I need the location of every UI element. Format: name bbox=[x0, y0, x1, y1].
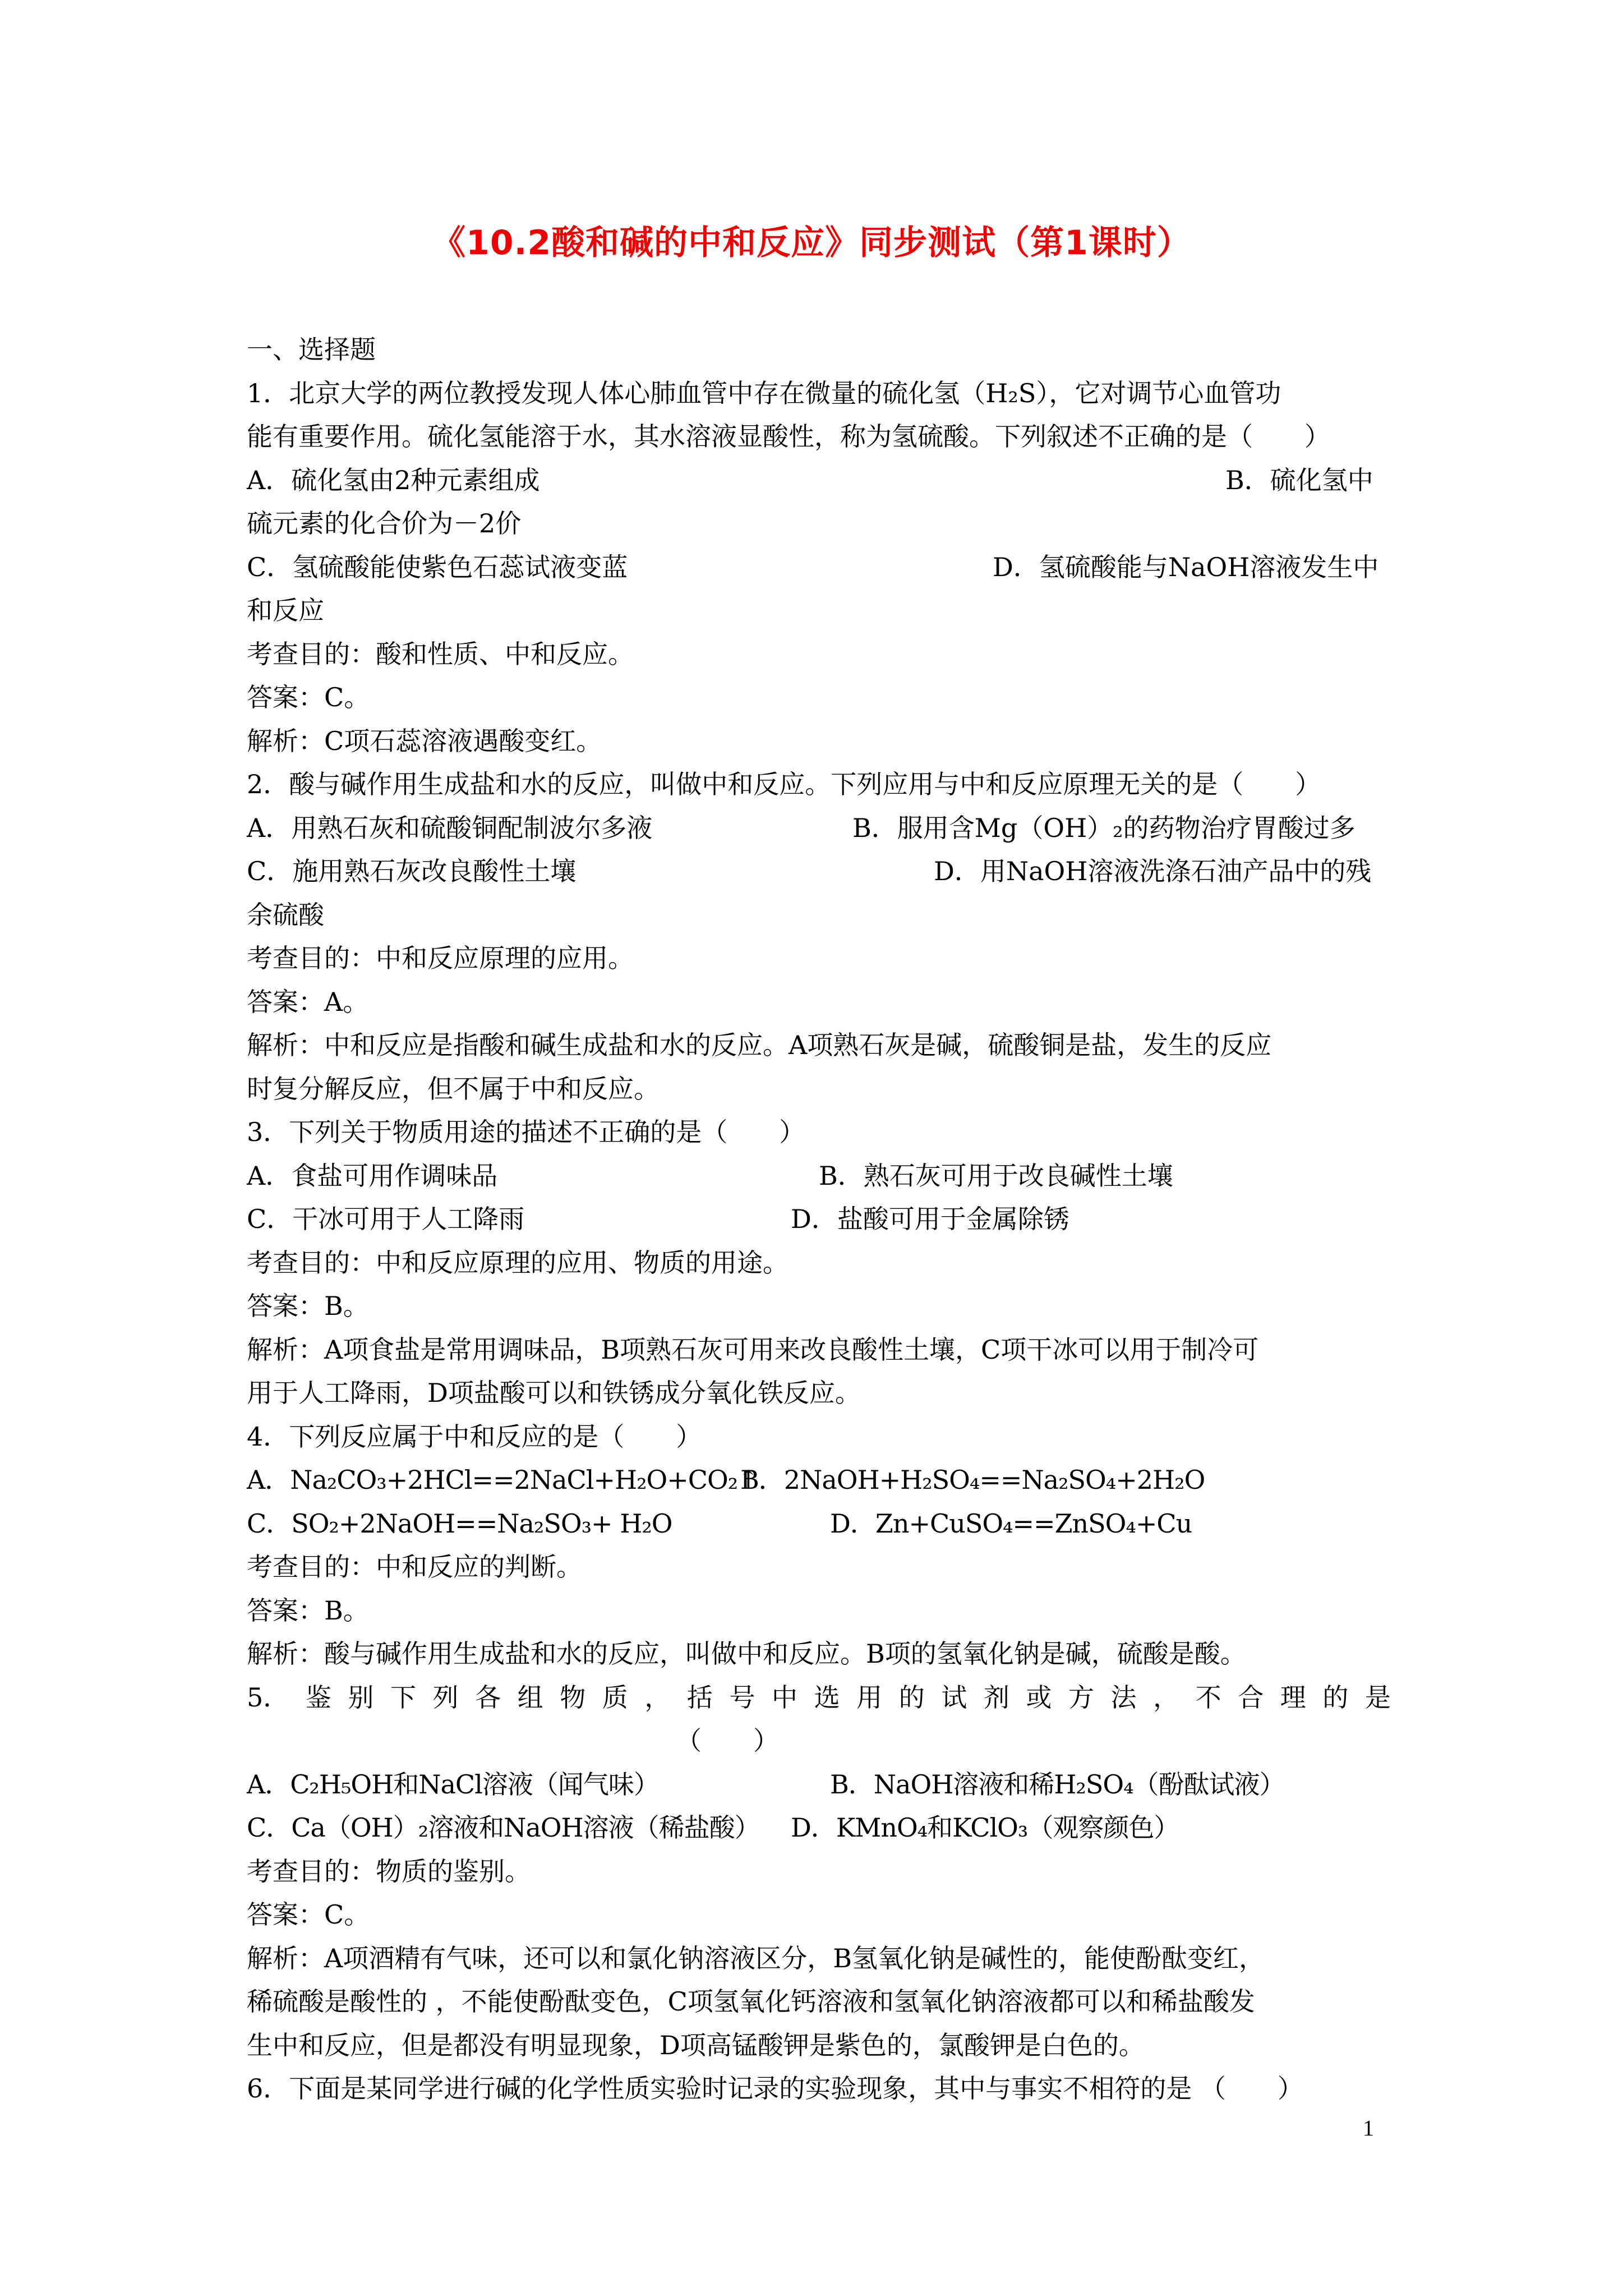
q5-stem-char: 号 bbox=[729, 1682, 755, 1713]
q2-option-d: D．用NaOH溶液洗涤石油产品中的残 bbox=[934, 856, 1372, 886]
q2-answer: 答案：A。 bbox=[247, 986, 369, 1017]
q1-option-d-cont: 和反应 bbox=[247, 595, 324, 625]
q5-stem-char: 的 bbox=[898, 1682, 925, 1713]
section-heading: 一、选择题 bbox=[247, 334, 376, 365]
q3-analysis-line1: 解析：A项食盐是常用调味品，B项熟石灰可用来改良酸性土壤，C项干冰可以用于制冷可 bbox=[247, 1334, 1259, 1365]
q5-analysis-line3: 生中和反应，但是都没有明显现象，D项高锰酸钾是紫色的，氯酸钾是白色的。 bbox=[247, 2030, 1145, 2060]
q5-stem-char: 剂 bbox=[983, 1682, 1009, 1713]
q5-stem-char: 不 bbox=[1195, 1682, 1221, 1713]
q5-stem-char: 列 bbox=[432, 1682, 459, 1713]
q1-answer: 答案：C。 bbox=[247, 682, 370, 712]
q3-option-b: B．熟石灰可用于改良碱性土壤 bbox=[819, 1160, 1173, 1191]
q2-stem: 2．酸与碱作用生成盐和水的反应，叫做中和反应。下列应用与中和反应原理无关的是（ ） bbox=[247, 769, 1321, 799]
q4-options-ab bbox=[247, 1458, 1391, 1502]
q5-stem-char: 或 bbox=[1026, 1682, 1052, 1713]
q4-analysis: 解析：酸与碱作用生成盐和水的反应，叫做中和反应。B项的氢氧化钠是碱，硫酸是酸。 bbox=[247, 1639, 1246, 1669]
q4-stem: 4．下列反应属于中和反应的是（ ） bbox=[247, 1421, 702, 1452]
q1-options-cd bbox=[247, 546, 1391, 590]
q5-stem-char: 合 bbox=[1238, 1682, 1264, 1713]
q1-stem-line2: 能有重要作用。硫化氢能溶于水，其水溶液显酸性，称为氢硫酸。下列叙述不正确的是（ ） bbox=[247, 421, 1330, 452]
page-title: 《10.2酸和碱的中和反应》同步测试（第1课时） bbox=[432, 223, 1191, 263]
q5-answer-paren: （ ） bbox=[676, 1726, 779, 1756]
q5-stem-char: 是 bbox=[1364, 1682, 1391, 1713]
q5-stem-char: 别 bbox=[348, 1682, 374, 1713]
q3-purpose: 考查目的：中和反应原理的应用、物质的用途。 bbox=[247, 1247, 789, 1278]
q5-option-d: D．KMnO₄和KClO₃（观察颜色） bbox=[791, 1812, 1179, 1843]
q3-option-c: C．干冰可用于人工降雨 bbox=[247, 1204, 525, 1234]
q5-stem-char: 括 bbox=[686, 1682, 713, 1713]
q5-stem-char: 下 bbox=[390, 1682, 416, 1713]
q5-stem-char: 物 bbox=[560, 1682, 586, 1713]
q5-options-ab bbox=[247, 1763, 1391, 1807]
question-body bbox=[247, 328, 1391, 2111]
q1-option-b: B．硫化氢中 bbox=[1225, 464, 1373, 495]
q2-purpose: 考查目的：中和反应原理的应用。 bbox=[247, 943, 634, 973]
q5-option-b: B．NaOH溶液和稀H₂SO₄（酚酞试液） bbox=[830, 1769, 1285, 1800]
q3-analysis-line2: 用于人工降雨，D项盐酸可以和铁锈成分氧化铁反应。 bbox=[247, 1378, 861, 1408]
q2-analysis-line2: 时复分解反应，但不属于中和反应。 bbox=[247, 1073, 660, 1104]
q2-option-d-cont: 余硫酸 bbox=[247, 899, 324, 930]
q5-stem-char: 法 bbox=[1110, 1682, 1137, 1713]
q5-stem-char: 试 bbox=[941, 1682, 967, 1713]
q3-answer: 答案：B。 bbox=[247, 1291, 369, 1321]
q4-option-b: B．2NaOH+H₂SO₄==Na₂SO₄+2H₂O bbox=[740, 1465, 1205, 1495]
q3-options-ab bbox=[247, 1154, 1391, 1198]
q5-analysis-line2: 稀硫酸是酸性的 ，不能使酚酞变色，C项氢氧化钙溶液和氢氧化钠溶液都可以和稀盐酸发 bbox=[247, 1986, 1255, 2017]
q5-stem-char: 方 bbox=[1068, 1682, 1094, 1713]
q4-option-a: A．Na₂CO₃+2HCl==2NaCl+H₂O+CO₂↑ bbox=[247, 1465, 759, 1495]
q5-option-a: A．C₂H₅OH和NaCl溶液（闻气味） bbox=[247, 1769, 659, 1800]
q5-stem-char: 用 bbox=[856, 1682, 883, 1713]
q2-analysis-line1: 解析：中和反应是指酸和碱生成盐和水的反应。A项熟石灰是碱，硫酸铜是盐，发生的反应 bbox=[247, 1030, 1272, 1060]
q3-stem: 3．下列关于物质用途的描述不正确的是（ ） bbox=[247, 1117, 805, 1147]
q5-stem-char: 的 bbox=[1322, 1682, 1349, 1713]
q5-stem-char: 5． bbox=[247, 1682, 289, 1713]
q5-option-c: C．Ca（OH）₂溶液和NaOH溶液（稀盐酸） bbox=[247, 1812, 760, 1843]
q5-stem-char: 各 bbox=[475, 1682, 501, 1713]
q4-purpose: 考查目的：中和反应的判断。 bbox=[247, 1552, 582, 1582]
q5-stem-char: ， bbox=[1153, 1682, 1179, 1713]
q5-stem-char: ， bbox=[644, 1682, 671, 1713]
q5-stem bbox=[247, 1676, 1391, 1720]
q3-option-d: D．盐酸可用于金属除锈 bbox=[791, 1204, 1069, 1234]
q4-option-c: C．SO₂+2NaOH==Na₂SO₃+ H₂O bbox=[247, 1508, 672, 1539]
q4-option-d: D．Zn+CuSO₄==ZnSO₄+Cu bbox=[830, 1508, 1192, 1539]
q4-options-cd bbox=[247, 1502, 1391, 1546]
q1-option-b-cont: 硫元素的化合价为－2价 bbox=[247, 508, 522, 539]
q1-option-d: D．氢硫酸能与NaOH溶液发生中 bbox=[993, 551, 1379, 582]
q3-option-a: A．食盐可用作调味品 bbox=[247, 1160, 498, 1191]
q1-options-ab bbox=[247, 459, 1391, 503]
q2-options-ab bbox=[247, 807, 1391, 850]
q4-answer: 答案：B。 bbox=[247, 1595, 369, 1626]
q5-stem-char: 鉴 bbox=[305, 1682, 331, 1713]
q2-option-b: B．服用含Mg（OH）₂的药物治疗胃酸过多 bbox=[852, 812, 1355, 843]
q5-stem-char: 质 bbox=[602, 1682, 628, 1713]
q5-stem-char: 中 bbox=[772, 1682, 798, 1713]
q5-stem-char: 理 bbox=[1280, 1682, 1306, 1713]
q1-option-a: A．硫化氢由2种元素组成 bbox=[247, 464, 540, 495]
q5-analysis-line1: 解析：A项酒精有气味，还可以和氯化钠溶液区分，B氢氧化钠是碱性的，能使酚酞变红， bbox=[247, 1943, 1265, 1973]
q2-option-c: C．施用熟石灰改良酸性土壤 bbox=[247, 856, 577, 886]
q1-analysis: 解析：C项石蕊溶液遇酸变红。 bbox=[247, 725, 602, 756]
q2-option-a: A．用熟石灰和硫酸铜配制波尔多液 bbox=[247, 812, 653, 843]
q2-options-cd bbox=[247, 850, 1391, 894]
q1-purpose: 考查目的：酸和性质、中和反应。 bbox=[247, 638, 634, 669]
page-number: 1 bbox=[1363, 2115, 1374, 2141]
q6-stem: 6．下面是某同学进行碱的化学性质实验时记录的实验现象，其中与事实不相符的是 （ ） bbox=[247, 2073, 1303, 2104]
q1-option-c: C．氢硫酸能使紫色石蕊试液变蓝 bbox=[247, 551, 628, 582]
q5-stem-char: 组 bbox=[517, 1682, 543, 1713]
q5-stem-char: 选 bbox=[814, 1682, 840, 1713]
q5-purpose: 考查目的：物质的鉴别。 bbox=[247, 1856, 531, 1887]
q1-stem-line1: 1．北京大学的两位教授发现人体心肺血管中存在微量的硫化氢（H₂S），它对调节心血管功 bbox=[247, 378, 1281, 408]
q5-options-cd bbox=[247, 1806, 1391, 1850]
q5-answer: 答案：C。 bbox=[247, 1899, 370, 1930]
q3-options-cd bbox=[247, 1198, 1391, 1241]
